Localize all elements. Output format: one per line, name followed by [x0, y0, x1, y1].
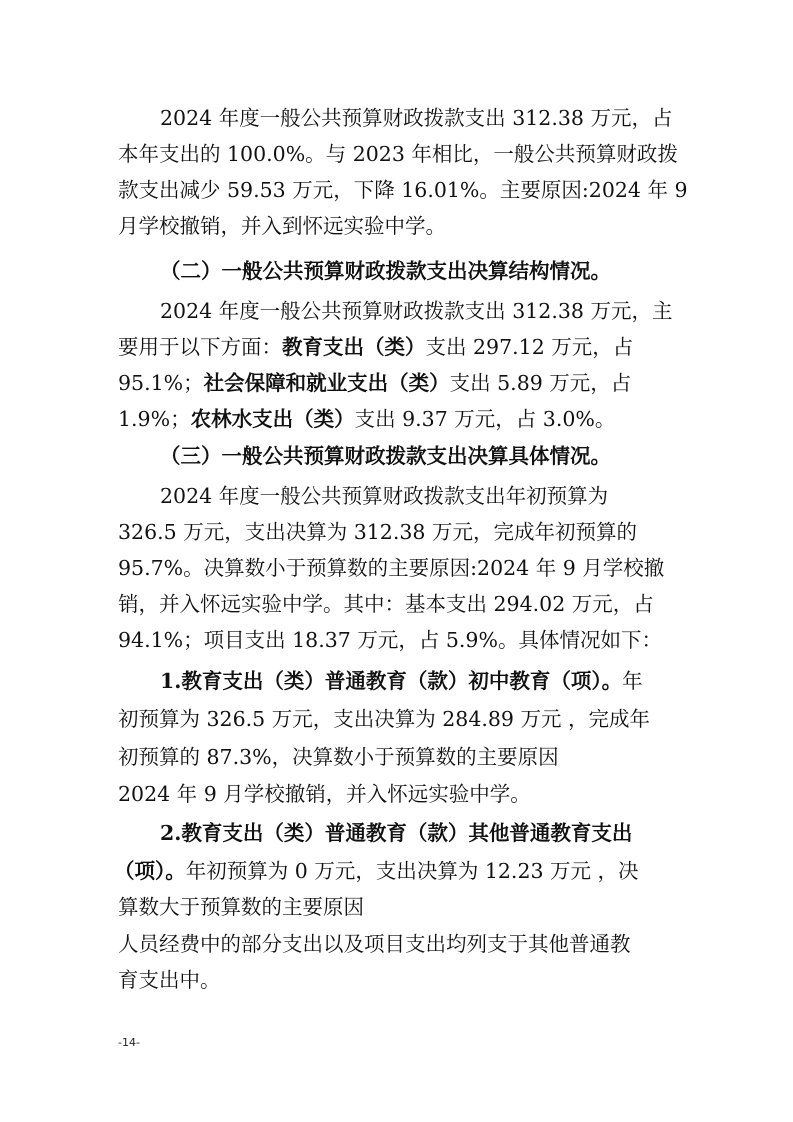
- text-span: 95.1%；: [118, 371, 204, 395]
- page-number: -14-: [118, 1036, 140, 1049]
- category-agriculture: 农林水支出（类）: [190, 407, 355, 431]
- item-2-line-4: 人员经费中的部分支出以及项目支出均列支于其他普通教: [118, 932, 631, 956]
- item-2-line-3: 算数大于预算数的主要原因: [118, 895, 364, 919]
- text-span: 要用于以下方面：: [118, 335, 282, 359]
- section-heading-2: （二）一般公共预算财政拨款支出决算结构情况。: [160, 259, 611, 283]
- section-heading-3: （三）一般公共预算财政拨款支出决算具体情况。: [160, 444, 611, 468]
- paragraph-2-line-3: [118, 365, 631, 401]
- paragraph-3-line-4: 销，并入怀远实验中学。其中：基本支出 294.02 万元，占: [118, 592, 654, 616]
- text-span: 支出 297.12 万元，占: [425, 335, 634, 359]
- item-1-line-4: 2024 年 9 月学校撤销，并入怀远实验中学。: [118, 782, 531, 806]
- text-span: 支出 5.89 万元，占: [449, 371, 632, 395]
- text-span: 1.9%；: [118, 407, 191, 431]
- text-span: 年: [622, 669, 643, 693]
- text-span: 年初预算为 0 万元，支出决算为 12.23 万元 ，决: [185, 859, 639, 883]
- item-1-line-2: 初预算为 326.5 万元，支出决算为 284.89 万元 ，完成年: [118, 707, 650, 731]
- paragraph-2-line-2: [118, 329, 633, 365]
- paragraph-2-line-4: [118, 401, 615, 437]
- paragraph-1-line-1: 2024 年度一般公共预算财政拨款支出 312.38 万元，占: [160, 106, 673, 130]
- item-2-title-line-2: （项）。: [114, 859, 186, 883]
- paragraph-1-line-2: 本年支出的 100.0%。与 2023 年相比，一般公共预算财政拨: [118, 142, 678, 166]
- paragraph-3-line-1: 2024 年度一般公共预算财政拨款支出年初预算为: [160, 484, 609, 508]
- paragraph-2-line-1: 2024 年度一般公共预算财政拨款支出 312.38 万元，主: [160, 299, 673, 323]
- paragraph-3-line-3: 95.7%。决算数小于预算数的主要原因:2024 年 9 月学校撤: [118, 556, 665, 580]
- item-2-line-2: [114, 853, 639, 889]
- paragraph-1-line-4: 月学校撤销，并入到怀远实验中学。: [118, 214, 446, 238]
- item-1-line-3: 初预算的 87.3%，决算数小于预算数的主要原因: [118, 745, 559, 769]
- paragraph-3-line-5: 94.1%；项目支出 18.37 万元，占 5.9%。具体情况如下：: [118, 628, 662, 652]
- item-1-title: 1.教育支出（类）普通教育（款）初中教育（项）。: [160, 669, 623, 693]
- category-social-security: 社会保障和就业支出（类）: [203, 371, 450, 395]
- paragraph-3-line-2: 326.5 万元，支出决算为 312.38 万元，完成年初预算的: [118, 520, 637, 544]
- item-1-line-1: [160, 663, 643, 699]
- text-span: 支出 9.37 万元，占 3.0%。: [354, 407, 616, 431]
- item-2-title-line-1: 2.教育支出（类）普通教育（款）其他普通教育支出: [160, 821, 633, 845]
- item-2-line-5: 育支出中。: [118, 968, 221, 992]
- paragraph-1-line-3: 款支出减少 59.53 万元，下降 16.01%。主要原因:2024 年 9: [118, 178, 688, 202]
- category-education: 教育支出（类）: [282, 335, 426, 359]
